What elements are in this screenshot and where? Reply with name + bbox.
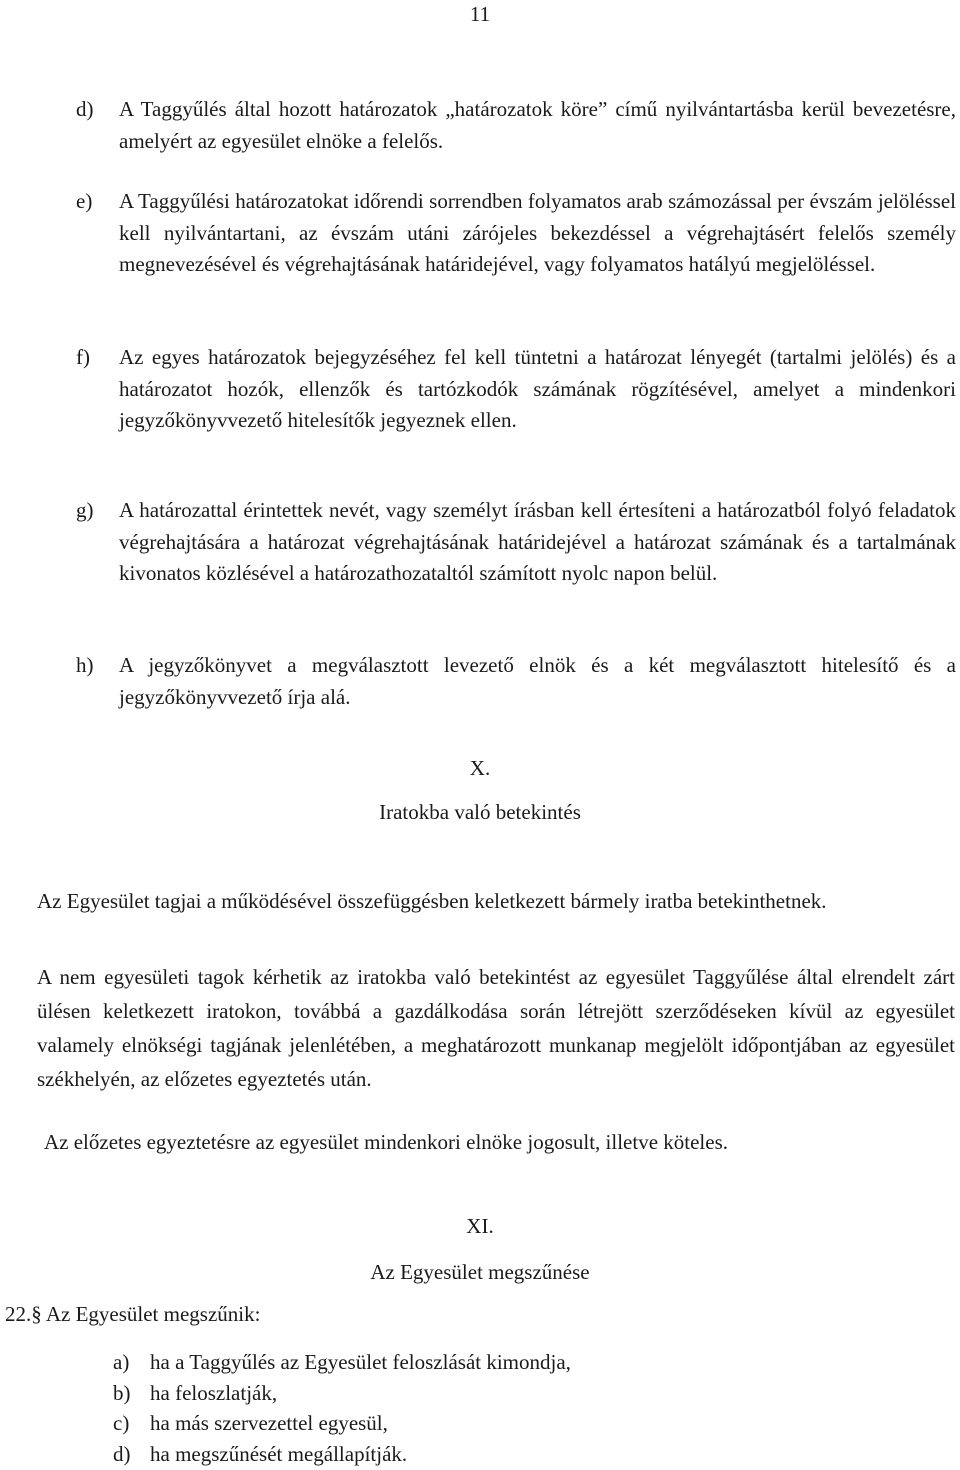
list-item-text: ha a Taggyűlés az Egyesület feloszlását kimondja, bbox=[150, 1350, 571, 1374]
section-x-paragraph: Az Egyesület tagjai a működésével összefüggésben keletkezett bármely iratba betekinthetnek. bbox=[37, 889, 827, 913]
section-x-paragraph: Az előzetes egyeztetésre az egyesület mindenkori elnöke jogosult, illetve köteles. bbox=[44, 1130, 728, 1154]
list-item-text: Az egyes határozatok bejegyzéséhez fel kell tüntetni a határozat lényegét (tartalmi jelölés) és a határozatot hozók, ellenzők és tartózkodók számának rögzítésével, amelyet a mindenkori jegyzőkönyvvezető hitelesítők jegyeznek ellen. bbox=[119, 345, 956, 432]
list-item-marker: g) bbox=[76, 498, 94, 522]
section-x-title: Iratokba való betekintés bbox=[379, 800, 581, 824]
list-item-marker: d) bbox=[113, 1441, 131, 1466]
list-item-d bbox=[76, 94, 956, 157]
list-item-text: A Taggyűlési határozatokat időrendi sorrendben folyamatos arab számozással per évszám jelöléssel kell nyilvántartani, az évszám utáni zárójeles bekezdéssel a végrehajtásért felelős személy megnevezésével és végrehajtásának határidejével, vagy folyamatos hatályú megjelöléssel. bbox=[119, 189, 956, 276]
page-number: 11 bbox=[469, 2, 491, 26]
list-item-text: ha feloszlatják, bbox=[150, 1380, 278, 1405]
section-xi-title: Az Egyesület megszűnése bbox=[370, 1260, 590, 1284]
paragraph-heading bbox=[5, 1302, 260, 1327]
section-xi-number: XI. bbox=[466, 1214, 494, 1238]
list-item-marker: c) bbox=[113, 1411, 130, 1435]
list-item-marker: b) bbox=[113, 1380, 131, 1405]
list-item-marker: a) bbox=[113, 1350, 130, 1374]
list-item-marker: h) bbox=[76, 653, 94, 677]
list-item-text: A Taggyűlés által hozott határozatok „határozatok köre” című nyilvántartásba kerül bevezetésre, amelyért az egyesület elnöke a felelős. bbox=[119, 97, 956, 153]
list-item-f bbox=[76, 342, 956, 437]
list-item-text: ha más szervezettel egyesül, bbox=[150, 1411, 388, 1435]
paragraph-number: 22. bbox=[5, 1302, 32, 1326]
list-item-marker: e) bbox=[76, 189, 93, 213]
list-item-text: A határozattal érintettek nevét, vagy személyt írásban kell értesíteni a határozatból folyó feladatok végrehajtására a határozat végrehajtásának határidejével a határozat számának és a tartalmának kivonatos közlésével a határozathozataltól számított nyolc napon belül. bbox=[119, 498, 956, 585]
list-item-text: A jegyzőkönyvet a megválasztott levezető elnök és a két megválasztott hitelesítő és a jegyzőkönyvvezető írja alá. bbox=[119, 653, 956, 709]
paragraph-lead: Az Egyesület megszűnik: bbox=[45, 1302, 261, 1326]
list-item-e bbox=[76, 186, 956, 281]
list-item-marker: f) bbox=[76, 345, 90, 369]
section-x-number: X. bbox=[469, 756, 491, 780]
section-x-paragraph: A nem egyesületi tagok kérhetik az iratokba való betekintést az egyesület Taggyűlése által elrendelt zárt ülésen keletkezett iratokon, továbbá a gazdálkodása során létrejött szerződéseken kívül az egyesület valamely elnökségi tagjának jelenlétében, a meghatározott munkanap megjelölt időpontjában az egyesület székhelyén, az előzetes egyeztetés után. bbox=[37, 965, 955, 1091]
list-item-g bbox=[76, 495, 956, 590]
section-sign: § bbox=[31, 1302, 42, 1326]
list-item-marker: d) bbox=[76, 97, 94, 121]
list-item-text: ha megszűnését megállapítják. bbox=[150, 1441, 408, 1466]
list-item-h bbox=[76, 650, 956, 713]
